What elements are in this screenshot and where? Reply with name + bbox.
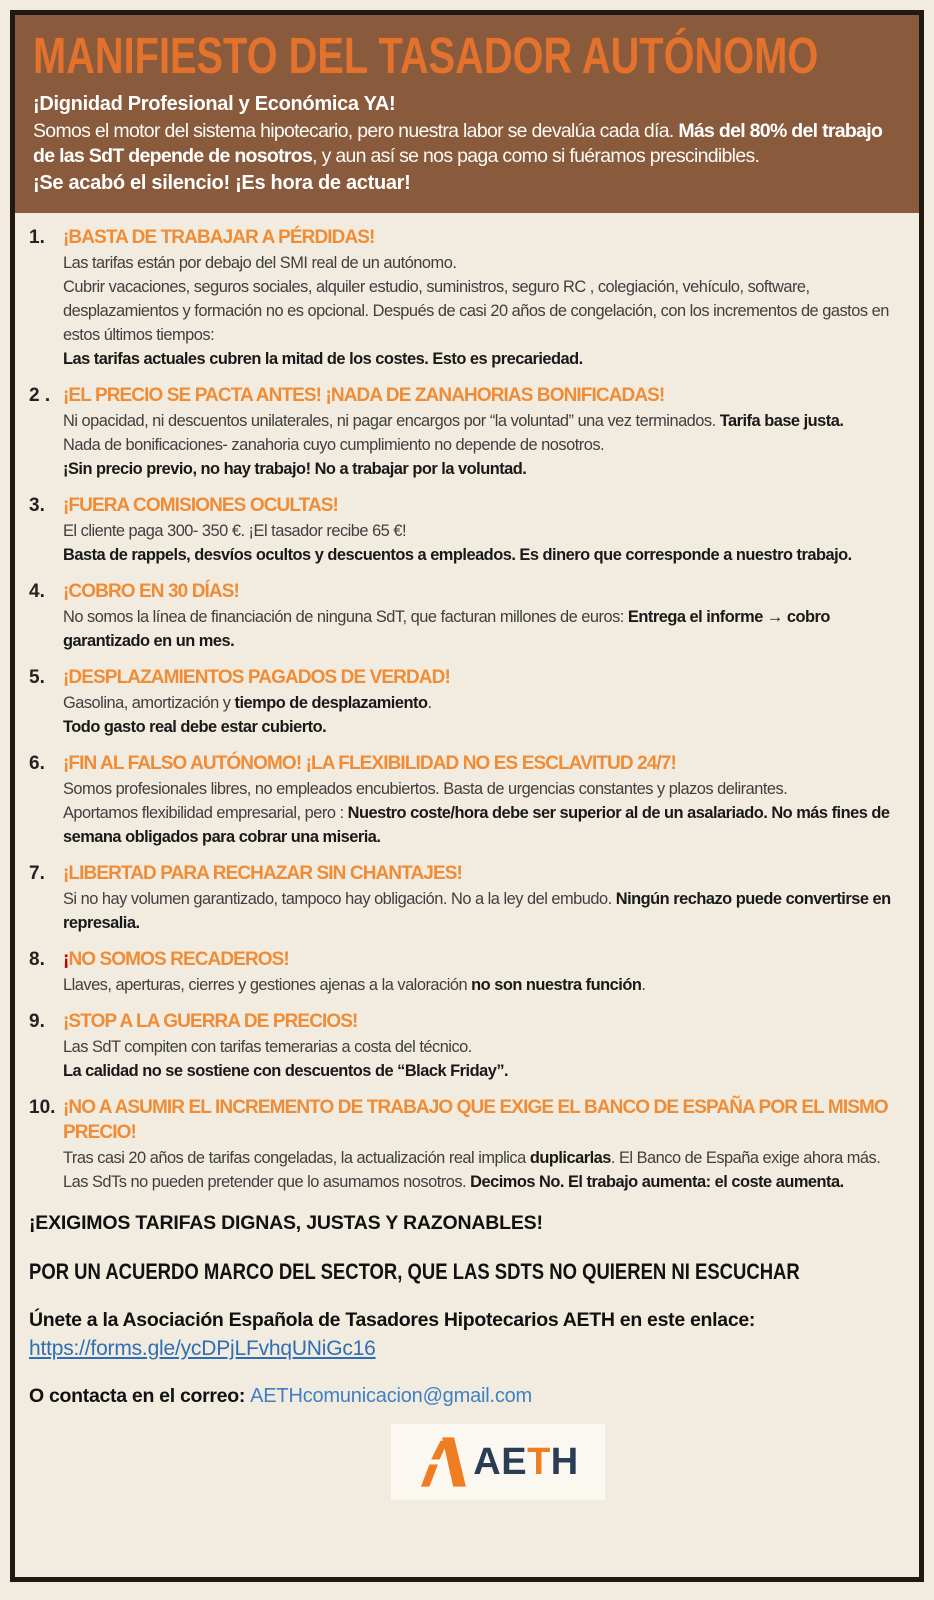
item-title (63, 225, 903, 250)
item-line (63, 347, 903, 371)
item-line (63, 1146, 903, 1194)
item-body (63, 225, 903, 371)
text-run: ¡BASTA DE TRABAJAR A PÉRDIDAS! (63, 226, 375, 248)
text-run: Tras casi 20 años de tarifas congeladas, la actualización real implica (63, 1148, 530, 1167)
item-line (63, 777, 903, 801)
text-run: Nada de bonificaciones- zanahoria cuyo cumplimiento no depende de nosotros. (63, 435, 605, 454)
contact-row (29, 1385, 903, 1408)
item-line (63, 275, 903, 347)
item-title (63, 1009, 903, 1034)
item-number: 6. (29, 752, 45, 774)
text-run: ¡NO A ASUMIR EL INCREMENTO DE TRABAJO QUE EXIGE EL BANCO DE ESPAÑA POR EL MISMO PRECIO! (63, 1096, 888, 1143)
bold-text: Todo gasto real debe estar cubierto. (63, 717, 327, 736)
header-call-to-action: ¡Se acabó el silencio! ¡Es hora de actuar! (33, 171, 411, 194)
text-run: Gasolina, amortización y (63, 693, 235, 712)
item-number: 2 . (29, 384, 51, 406)
item-line (63, 457, 903, 481)
item-line (63, 715, 903, 739)
bold-text: no son nuestra función (471, 975, 642, 994)
header-intro (33, 119, 901, 169)
item-number: 4. (29, 580, 45, 602)
item-line (63, 1059, 903, 1083)
item-title (63, 861, 903, 886)
text-run: ¡EL PRECIO SE PACTA ANTES! ¡NADA DE ZANAHORIAS BONIFICADAS! (63, 384, 665, 406)
manifesto-item-5 (29, 665, 903, 739)
join-text: Únete a la Asociación Española de Tasadores Hipotecarios AETH en este enlace: (29, 1308, 756, 1331)
item-line (63, 251, 903, 275)
manifesto-item-10 (29, 1095, 903, 1194)
item-title (63, 383, 903, 408)
text-run: ¡FUERA COMISIONES OCULTAS! (63, 494, 338, 516)
header-banner (15, 15, 919, 213)
text-run: Llaves, aperturas, cierres y gestiones ajenas a la valoración (63, 975, 472, 994)
header-subtitle: ¡Dignidad Profesional y Económica YA! (33, 92, 396, 115)
text-run: . El Banco de España exige ahora más. Las SdTs no pueden pretender que lo asumamos nosotros. (63, 1148, 881, 1191)
contact-email[interactable]: AETHcomunicacion@gmail.com (250, 1384, 533, 1407)
item-body (63, 1095, 903, 1194)
closing-agreement-row (29, 1259, 903, 1285)
bold-text: tiempo de desplazamiento (234, 693, 428, 712)
text-run: Las SdT compiten con tarifas temerarias a costa del técnico. (63, 1037, 472, 1056)
manifesto-item-9 (29, 1009, 903, 1083)
page-title: MANIFIESTO DEL TASADOR AUTÓNOMO (33, 27, 819, 84)
text-run: No somos la línea de financiación de ninguna SdT, que facturan millones de euros: (63, 607, 628, 626)
item-line (63, 605, 903, 653)
item-line (63, 973, 903, 997)
bold-text: Más del 80% del trabajo de las SdT depende de nosotros (33, 119, 883, 167)
item-line (63, 691, 903, 715)
logo-letter: E (501, 1440, 528, 1483)
item-title (63, 665, 903, 690)
text-run: ¡COBRO EN 30 DÍAS! (63, 580, 239, 602)
aeth-logo-icon (417, 1434, 469, 1490)
text-run: ¡DESPLAZAMIENTOS PAGADOS DE VERDAD! (63, 666, 450, 688)
item-body (63, 751, 903, 849)
logo-letter: A (473, 1440, 502, 1483)
item-line (63, 409, 903, 433)
item-line (63, 801, 903, 849)
item-number: 10. (29, 1096, 56, 1118)
bold-text: Las tarifas actuales cubren la mitad de los costes. Esto es precariedad. (63, 349, 583, 368)
manifesto-content (15, 213, 919, 1500)
manifesto-item-1 (29, 225, 903, 371)
item-line (63, 519, 903, 543)
bold-text: Ningún rechazo puede convertirse en represalia. (63, 889, 891, 932)
closing-section (29, 1212, 903, 1500)
text-run: Ni opacidad, ni descuentos unilaterales, ni pagar encargos por “la voluntad” una vez terminados. (63, 411, 720, 430)
item-line (63, 1035, 903, 1059)
bold-text: Basta de rappels, desvíos ocultos y descuentos a empleados. Es dinero que corresponde a nuestro trabajo. (63, 545, 852, 564)
item-body (63, 493, 903, 567)
manifesto-item-6 (29, 751, 903, 849)
bold-text: Entrega el informe → cobro garantizado en un mes. (63, 607, 830, 650)
page-title-row (33, 29, 901, 83)
item-line (63, 543, 903, 567)
bold-text: Tarifa base justa. (719, 411, 844, 430)
item-body (63, 947, 903, 997)
aeth-logo (391, 1424, 605, 1500)
items-list (29, 225, 903, 1194)
text-run: Somos profesionales libres, no empleados encubiertos. Basta de urgencias constantes y plazos delirantes. (63, 779, 788, 798)
text-run: ¡ (63, 948, 69, 970)
document-frame (10, 10, 924, 1582)
item-number: 1. (29, 226, 45, 248)
item-number: 9. (29, 1010, 45, 1032)
bold-text: La calidad no se sostiene con descuentos de “Black Friday”. (63, 1061, 509, 1080)
item-body (63, 1009, 903, 1083)
closing-demand: ¡EXIGIMOS TARIFAS DIGNAS, JUSTAS Y RAZONABLES! (29, 1211, 543, 1234)
item-body (63, 665, 903, 739)
item-line (63, 433, 903, 457)
bold-text: Decimos No. El trabajo aumenta: el coste aumenta. (470, 1172, 844, 1191)
item-number: 3. (29, 494, 45, 516)
item-number: 7. (29, 862, 45, 884)
item-number: 5. (29, 666, 45, 688)
manifesto-item-2 (29, 383, 903, 481)
text-run: . (427, 693, 432, 712)
text-run: NO SOMOS RECADEROS! (68, 948, 289, 970)
aeth-logo-text (473, 1440, 579, 1483)
text-run: ¡STOP A LA GUERRA DE PRECIOS! (63, 1010, 358, 1032)
item-title (63, 947, 903, 972)
item-line (63, 887, 903, 935)
logo-letter: H (550, 1440, 579, 1483)
closing-agreement: POR UN ACUERDO MARCO DEL SECTOR, QUE LAS SDTS NO QUIEREN NI ESCUCHAR (29, 1258, 800, 1284)
item-title (63, 579, 903, 604)
manifesto-item-3 (29, 493, 903, 567)
text-run: Somos el motor del sistema hipotecario, pero nuestra labor se devalúa cada día. (33, 119, 679, 142)
signup-link[interactable]: https://forms.gle/ycDPjLFvhqUNiGc16 (29, 1336, 376, 1360)
manifesto-item-7 (29, 861, 903, 935)
item-body (63, 383, 903, 481)
contact-label: O contacta en el correo: (29, 1384, 251, 1407)
text-run: Las tarifas están por debajo del SMI real de un autónomo. (63, 253, 457, 272)
text-run: Aportamos flexibilidad empresarial, pero : (63, 803, 348, 822)
bold-text: Nuestro coste/hora debe ser superior al de un asalariado. No más fines de semana obligados para cobrar una miseria. (63, 803, 890, 846)
item-body (63, 861, 903, 935)
bold-text: ¡Sin precio previo, no hay trabajo! No a trabajar por la voluntad. (63, 459, 527, 478)
bold-text: duplicarlas (529, 1148, 611, 1167)
text-run: Cubrir vacaciones, seguros sociales, alquiler estudio, suministros, seguro RC , colegiación, vehículo, software, desplazamientos y formación no es opcional. Después de casi 20 años de congelación, con los incrementos de gastos en estos últimos tiempos: (63, 277, 889, 344)
text-run: Si no hay volumen garantizado, tampoco hay obligación. No a la ley del embudo. (63, 889, 616, 908)
text-run: ¡FIN AL FALSO AUTÓNOMO! ¡LA FLEXIBILIDAD NO ES ESCLAVITUD 24/7! (63, 752, 676, 774)
manifesto-item-4 (29, 579, 903, 653)
text-run: , y aun así se nos paga como si fuéramos prescindibles. (312, 144, 760, 167)
text-run: ¡LIBERTAD PARA RECHAZAR SIN CHANTAJES! (63, 862, 462, 884)
item-title (63, 1095, 903, 1145)
logo-letter: T (527, 1440, 551, 1483)
item-title (63, 751, 903, 776)
item-number: 8. (29, 948, 45, 970)
signup-link-row (29, 1337, 903, 1361)
item-title (63, 493, 903, 518)
text-run: . (641, 975, 646, 994)
text-run: El cliente paga 300- 350 €. ¡El tasador recibe 65 €! (63, 521, 407, 540)
item-body (63, 579, 903, 653)
manifesto-item-8 (29, 947, 903, 997)
